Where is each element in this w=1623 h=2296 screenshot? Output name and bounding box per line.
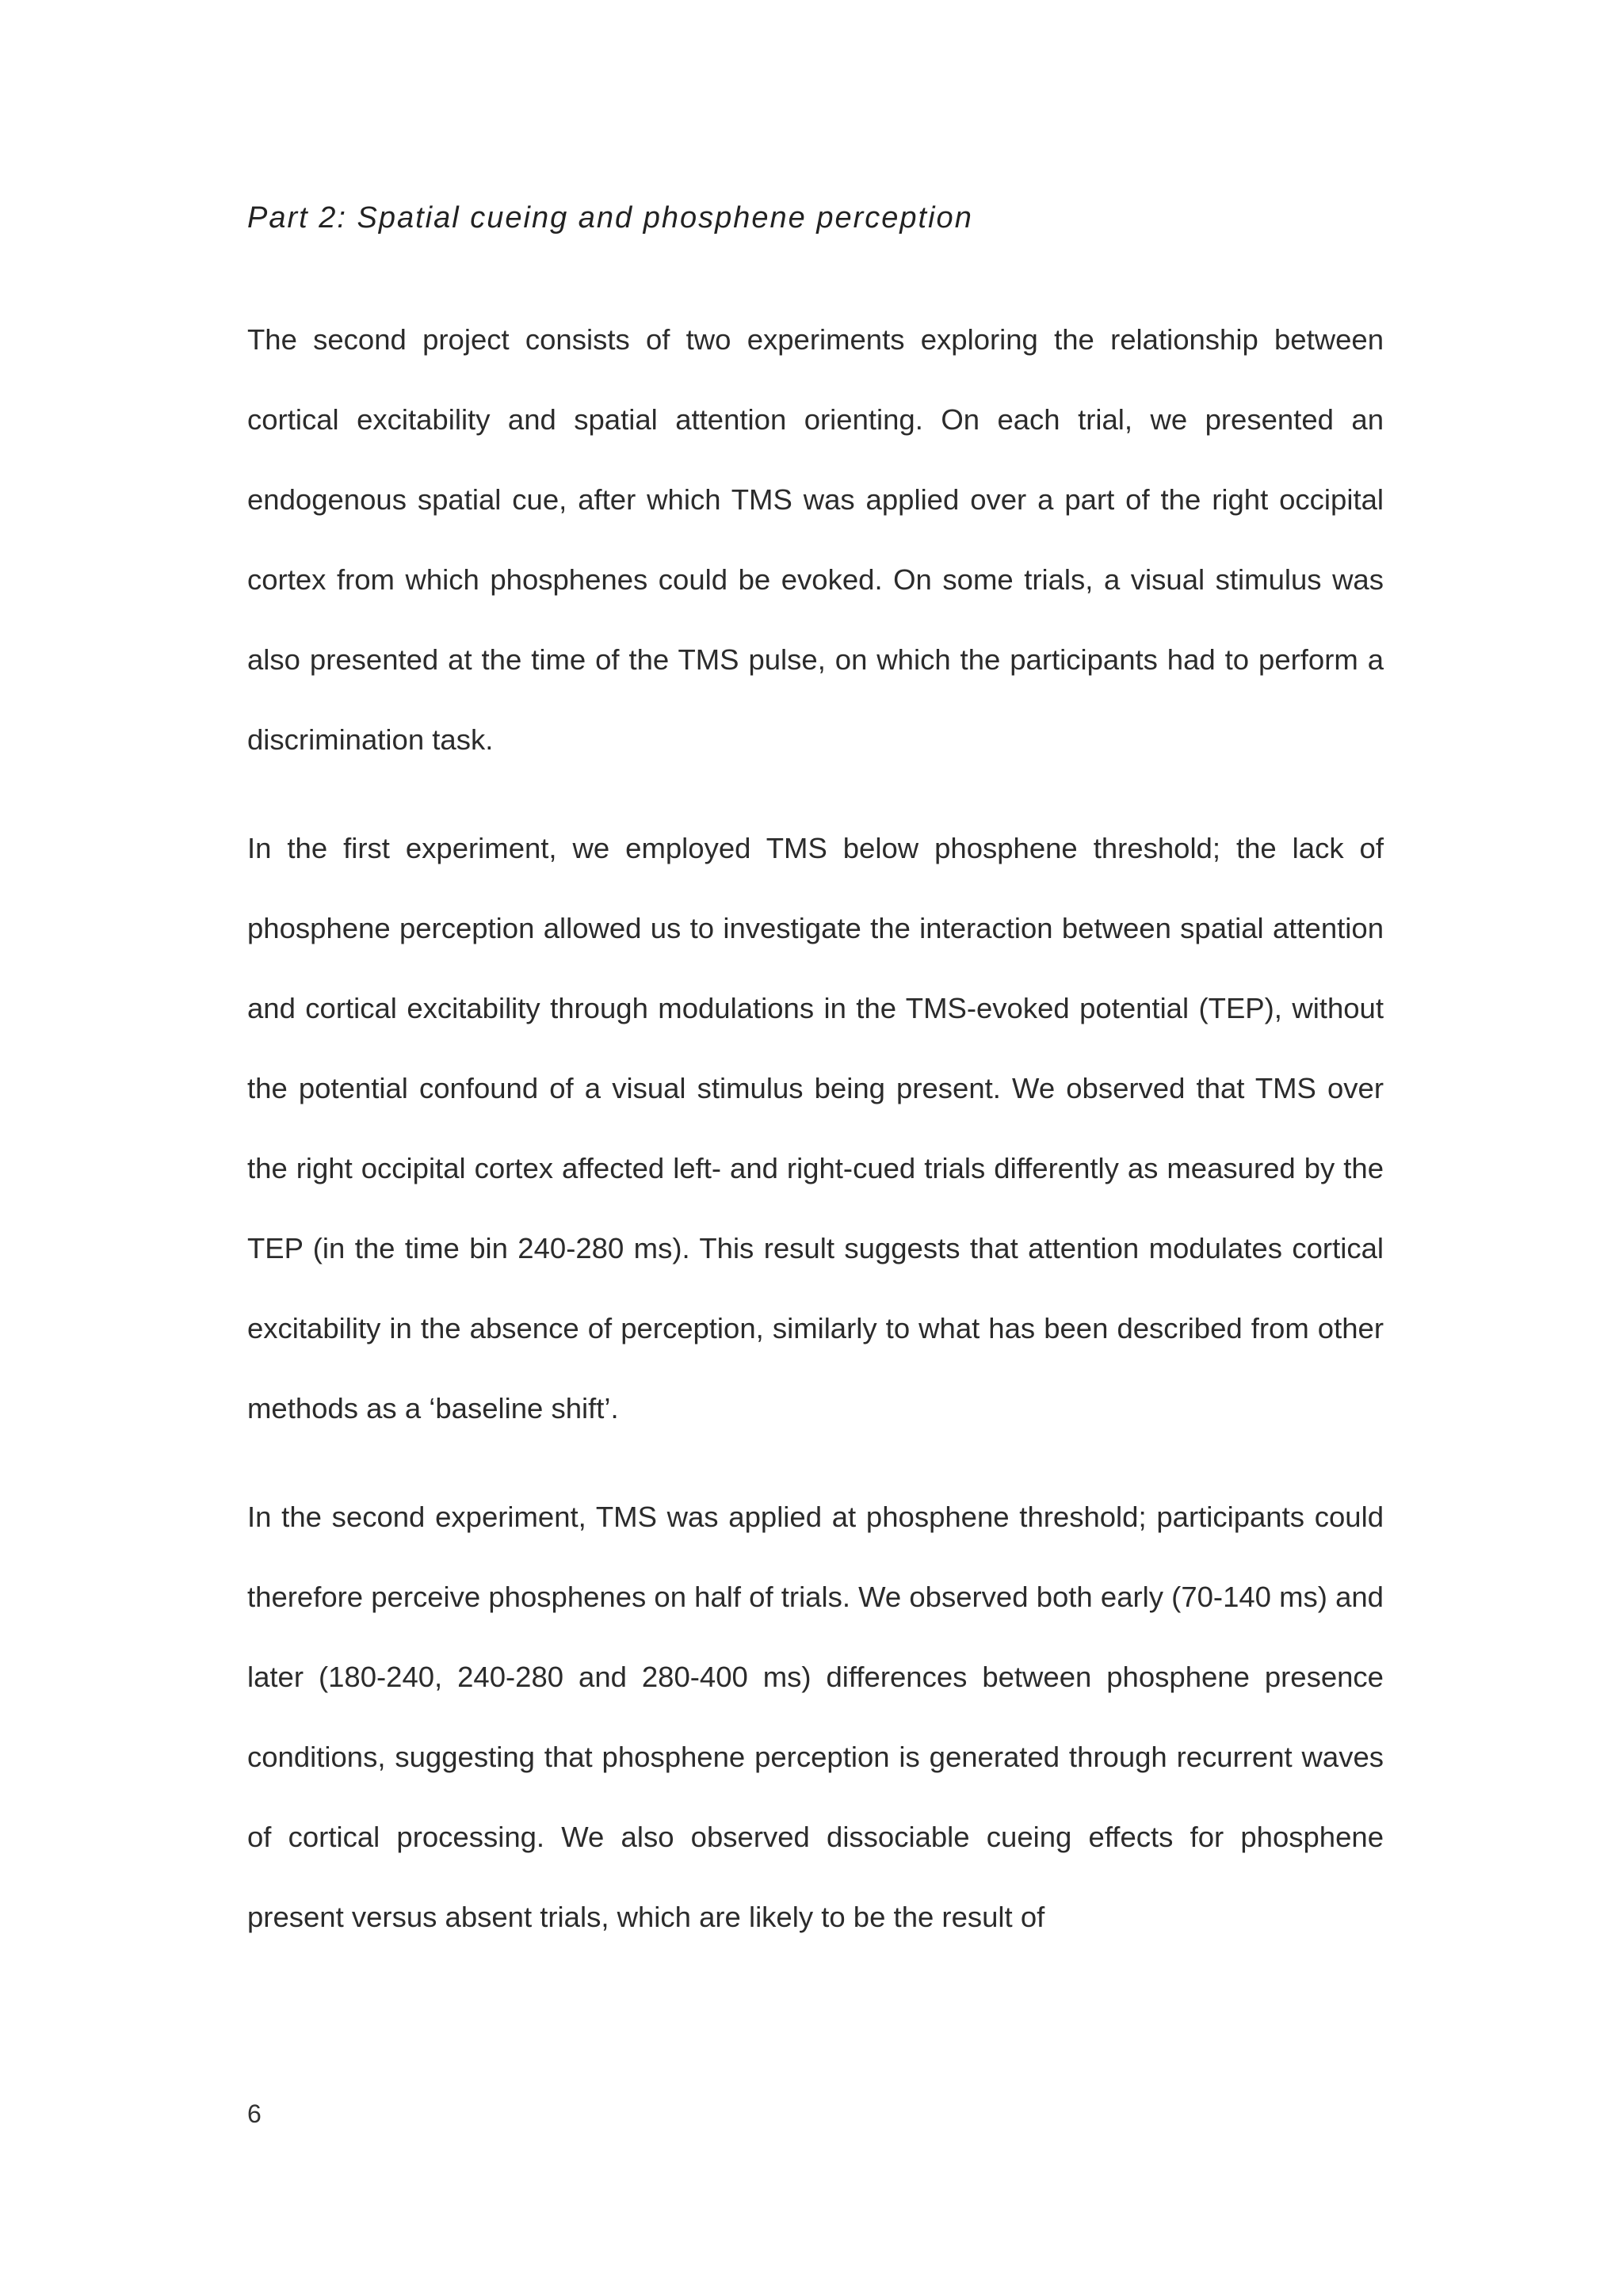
paragraph-intro: The second project consists of two experiments exploring the relationship between cortical excitability and spatial attention orienting. On each trial, we presented an endogenous spatial cue, after which TMS was applied over a part of the right occipital cortex from which phosphenes could be evoked. On some trials, a visual stimulus was also presented at the time of the TMS pulse, on which the participants had to perform a discrimination task. — [247, 323, 1384, 756]
section-heading: Part 2: Spatial cueing and phosphene perception — [247, 201, 973, 235]
paragraph-experiment-2: In the second experiment, TMS was applied at phosphene threshold; participants could therefore perceive phosphenes on half of trials. We observed both early (70-140 ms) and later (180-240, 240-280 and 280-400 ms) differences between phosphene presence conditions, suggesting that phosphene perception is generated through recurrent waves of cortical processing. We also observed dissociable cueing effects for phosphene present versus absent trials, which are likely to be the result of — [247, 1501, 1384, 1933]
page-content — [247, 198, 1384, 1957]
page-number: 6 — [247, 2100, 262, 2128]
paragraph-experiment-1: In the first experiment, we employed TMS below phosphene threshold; the lack of phosphene perception allowed us to investigate the interaction between spatial attention and cortical excitability through modulations in the TMS-evoked potential (TEP), without the potential confound of a visual stimulus being present. We observed that TMS over the right occipital cortex affected left- and right-cued trials differently as measured by the TEP (in the time bin 240-280 ms). This result suggests that attention modulates cortical excitability in the absence of perception, similarly to what has been described from other methods as a ‘baseline shift’. — [247, 832, 1384, 1425]
